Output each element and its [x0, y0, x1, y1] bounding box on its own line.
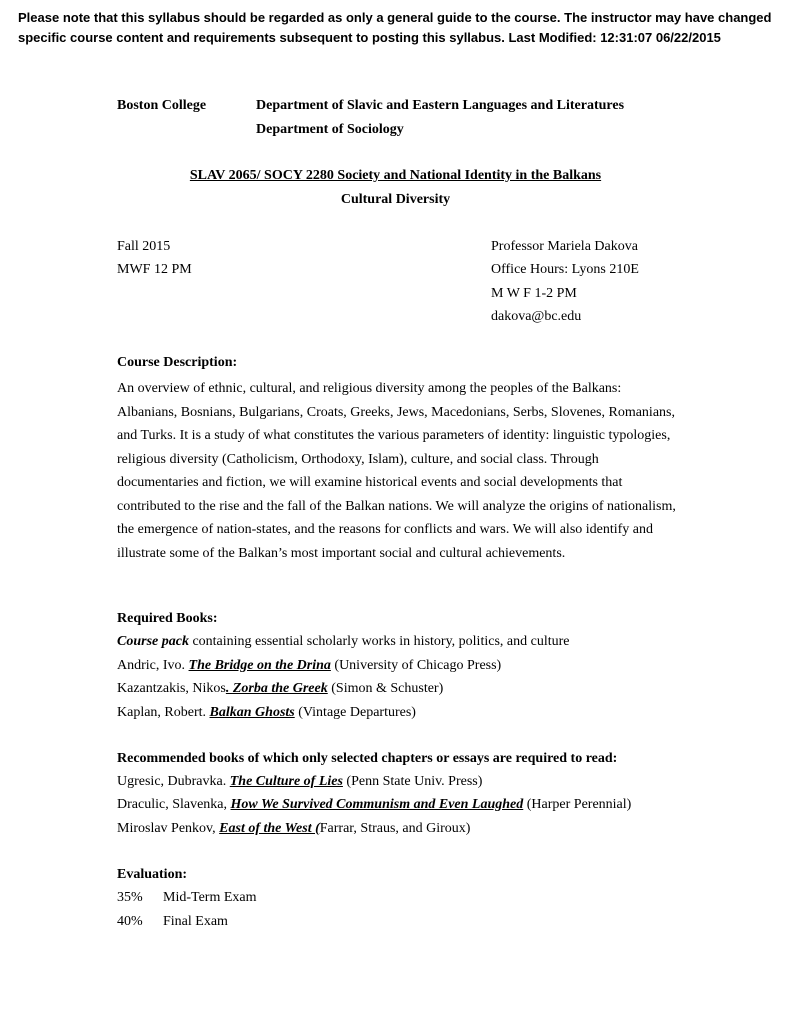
list-item: [117, 681, 443, 697]
book-title: East of the West (: [219, 821, 320, 836]
course-description-text: An overview of ethnic, cultural, and religious diversity among the peoples of the Balkans: Albanians, Bosnians, Bulgarians, Croats, Greeks, Jews, Macedonians, Serbs, Slovenes, Romanians, and Turks. It is a study of what constitutes the various parameters of identity: linguistic typologies, religious diversity (Catholicism, Orthodoxy, Islam), culture, and social class. Through documentaries and fiction, we will examine historical events and social developments that contributed to the rise and the fall of the Balkan nations. We will analyze the origins of nationalism, the emergence of nation-states, and the reasons for conflicts and wars. We will also identify and illustrate some of the Balkan’s most important social and cultural achievements.: [117, 381, 676, 561]
professor-email[interactable]: dakova@bc.edu: [491, 309, 582, 324]
college-name: Boston College: [117, 98, 207, 113]
course-description-heading: Course Description:: [117, 355, 238, 370]
book-title: The Culture of Lies: [229, 774, 343, 789]
book-publisher: Farrar, Straus, and Giroux): [319, 821, 471, 836]
evaluation-heading: Evaluation:: [117, 867, 188, 882]
course-subtitle: Cultural Diversity: [340, 192, 451, 207]
book-publisher: (Penn State Univ. Press): [342, 774, 483, 789]
professor-name: Professor Mariela Dakova: [491, 239, 638, 254]
recommended-books-heading: Recommended books of which only selected chapters or essays are required to read:: [117, 751, 618, 766]
book-title: Balkan Ghosts: [209, 705, 295, 720]
evaluation-label: Final Exam: [163, 914, 228, 929]
book-title: Course pack: [117, 634, 189, 649]
required-books-heading: Required Books:: [117, 611, 218, 626]
book-publisher: containing essential scholarly works in history, politics, and culture: [188, 634, 570, 649]
list-item: [117, 774, 482, 790]
book-author: Draculic, Slavenka,: [117, 797, 231, 812]
evaluation-percent: 40%: [117, 914, 143, 929]
book-title: The Bridge on the Drina: [188, 658, 331, 673]
list-item: [117, 658, 501, 674]
department-sociology: Department of Sociology: [256, 122, 404, 137]
list-item: [117, 797, 631, 813]
book-author: Miroslav Penkov,: [117, 821, 220, 836]
syllabus-notice: Please note that this syllabus should be regarded as only a general guide to the course. The instructor may have changed specific course content and requirements subsequent to posting this syllabus. Last Modified: 12:31:07 06/22/2015: [18, 10, 772, 45]
course-time: MWF 12 PM: [117, 262, 192, 277]
book-title: How We Survived Communism and Even Laughed: [230, 797, 524, 812]
department-slavic: Department of Slavic and Eastern Languages and Literatures: [256, 98, 625, 113]
book-publisher: (Simon & Schuster): [327, 681, 444, 696]
office-hours: Office Hours: Lyons 210E: [491, 262, 639, 277]
evaluation-percent: 35%: [117, 890, 143, 905]
evaluation-label: Mid-Term Exam: [163, 890, 257, 905]
book-author: Andric, Ivo.: [117, 658, 189, 673]
book-publisher: (University of Chicago Press): [330, 658, 502, 673]
book-publisher: (Vintage Departures): [294, 705, 416, 720]
course-term: Fall 2015: [117, 239, 171, 254]
list-item: [117, 705, 416, 721]
book-publisher: (Harper Perennial): [523, 797, 632, 812]
book-author: Ugresic, Dubravka.: [117, 774, 230, 789]
course-title: SLAV 2065/ SOCY 2280 Society and National Identity in the Balkans: [189, 168, 602, 183]
office-hours-times: M W F 1-2 PM: [491, 286, 577, 301]
book-author: Kaplan, Robert.: [117, 705, 210, 720]
list-item: [117, 821, 470, 837]
list-item: [117, 634, 569, 650]
book-author: Kazantzakis, Nikos: [117, 681, 226, 696]
book-title: . Zorba the Greek: [225, 681, 328, 696]
